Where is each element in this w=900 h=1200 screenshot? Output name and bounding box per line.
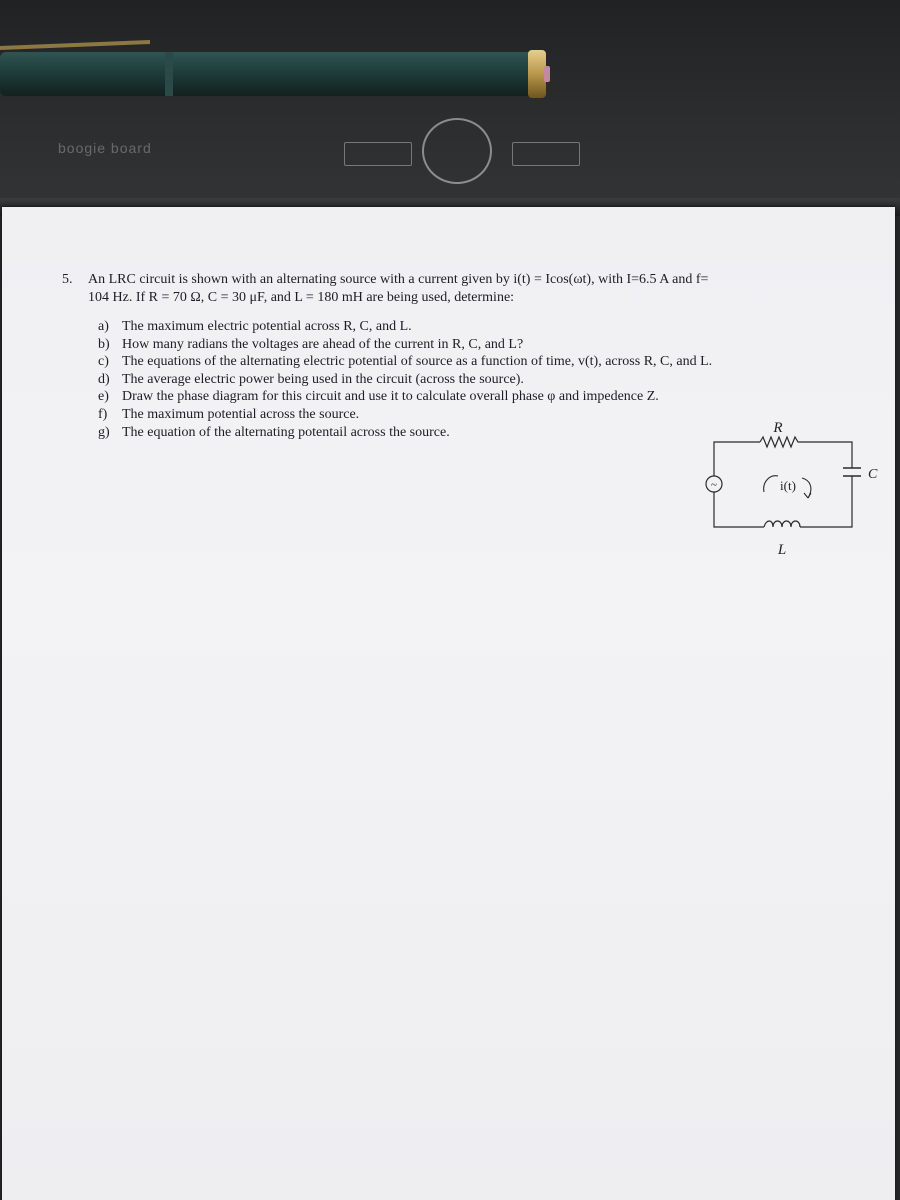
resistor-symbol xyxy=(760,437,800,447)
capacitor-label: C xyxy=(868,467,878,482)
part-letter: e) xyxy=(98,389,109,405)
resistor-label: R xyxy=(773,420,783,436)
board-brand-label: boogie board xyxy=(58,140,152,156)
question-part xyxy=(98,318,712,336)
part-letter: f) xyxy=(98,406,108,422)
pen-icon xyxy=(0,40,560,102)
question-part xyxy=(98,388,712,406)
lrc-circuit-diagram xyxy=(690,410,890,570)
question-part xyxy=(98,371,712,389)
part-letter: d) xyxy=(98,371,110,387)
question-parts-list xyxy=(98,318,712,441)
part-text: The average electric power being used in the circuit (across the source). xyxy=(122,371,524,387)
question-part xyxy=(98,336,712,354)
part-text: The equations of the alternating electric potential of source as a function of time, v(t), across R, C, and L. xyxy=(122,354,713,370)
inductor-label: L xyxy=(777,542,787,558)
question-part xyxy=(98,424,712,442)
inductor-symbol xyxy=(764,521,800,527)
source-symbol: ~ xyxy=(711,479,717,491)
erase-button[interactable] xyxy=(344,142,412,166)
question-part xyxy=(98,406,712,424)
part-text: The maximum electric potential across R, C, and L. xyxy=(122,319,412,334)
part-text: How many radians the voltages are ahead of the current in R, C, and L? xyxy=(122,336,524,352)
question-text-line-2: 104 Hz. If R = 70 Ω, C = 30 μF, and L = 180 mH are being used, determine: xyxy=(88,290,515,305)
question-part xyxy=(98,353,712,371)
part-letter: g) xyxy=(98,424,110,440)
part-text: The equation of the alternating potentail across the source. xyxy=(122,424,450,440)
part-letter: c) xyxy=(98,354,109,370)
power-button[interactable] xyxy=(422,118,492,184)
part-text: Draw the phase diagram for this circuit and use it to calculate overall phase φ and impedence Z. xyxy=(122,389,659,405)
part-text: The maximum potential across the source. xyxy=(122,406,360,422)
question-text-line-1: An LRC circuit is shown with an alternating source with a current given by i(t) = Icos(ωt), with I=6.5 A and f= xyxy=(88,272,709,287)
capacitor-symbol xyxy=(843,468,861,476)
part-letter: b) xyxy=(98,336,110,352)
current-label: i(t) xyxy=(780,478,796,493)
lock-button[interactable] xyxy=(512,142,580,166)
question-number: 5. xyxy=(62,272,73,287)
part-letter: a) xyxy=(98,319,109,334)
